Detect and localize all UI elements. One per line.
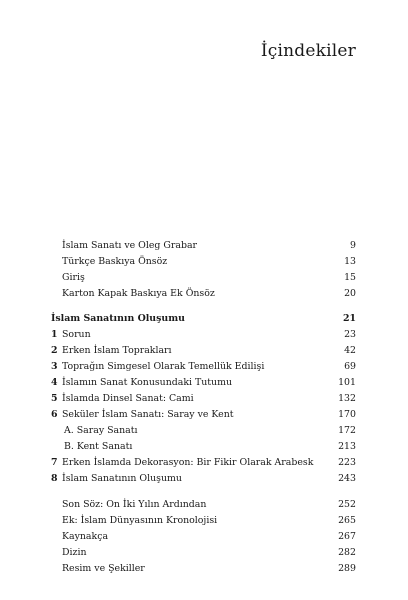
toc-chapter bbox=[51, 455, 356, 470]
toc-entry bbox=[51, 238, 356, 253]
toc-chapter-page: 223 bbox=[338, 457, 356, 468]
toc-chapter-title: İslam Sanatının Oluşumu bbox=[62, 473, 182, 484]
toc-entry-page: 289 bbox=[338, 563, 356, 574]
toc-chapter-page: 23 bbox=[344, 329, 356, 340]
toc-chapter bbox=[51, 391, 356, 406]
toc-subsection-title: A. Saray Sanatı bbox=[64, 425, 138, 436]
toc-entry-title: Karton Kapak Baskıya Ek Önsöz bbox=[62, 288, 215, 299]
toc-chapter bbox=[51, 327, 356, 342]
toc-part-title: İslam Sanatının Oluşumu bbox=[51, 313, 185, 324]
toc-entry bbox=[51, 545, 356, 560]
toc-entry-page: 20 bbox=[344, 288, 356, 299]
toc-chapter-number: 5 bbox=[51, 393, 58, 404]
toc-chapter-title: Sorun bbox=[62, 329, 91, 340]
toc-entry bbox=[51, 270, 356, 285]
toc-chapter-number: 3 bbox=[51, 361, 58, 372]
toc-chapter-page: 42 bbox=[344, 345, 356, 356]
toc-chapter-title: İslamın Sanat Konusundaki Tutumu bbox=[62, 377, 233, 388]
toc-chapter bbox=[51, 359, 356, 374]
toc-part-page: 21 bbox=[342, 313, 356, 324]
toc-entry bbox=[51, 529, 356, 544]
toc-entry-page: 282 bbox=[338, 547, 356, 558]
table-of-contents bbox=[51, 0, 356, 600]
toc-chapter-page: 132 bbox=[338, 393, 356, 404]
toc-entry-page: 15 bbox=[344, 272, 356, 283]
toc-chapter-page: 69 bbox=[344, 361, 356, 372]
toc-part-heading bbox=[51, 311, 356, 326]
toc-chapter bbox=[51, 471, 356, 486]
toc-entry-title: Son Söz: On İki Yılın Ardından bbox=[62, 499, 207, 510]
toc-chapter-number: 2 bbox=[51, 345, 58, 356]
toc-subsection-page: 172 bbox=[338, 425, 356, 436]
toc-chapter-title: Toprağın Simgesel Olarak Temellük Edilişi bbox=[62, 361, 265, 372]
toc-entry-title: Giriş bbox=[62, 272, 85, 283]
toc-entry-page: 9 bbox=[350, 240, 356, 251]
toc-entry-title: Kaynakça bbox=[62, 531, 109, 542]
toc-entry bbox=[51, 513, 356, 528]
toc-entry-page: 13 bbox=[344, 256, 356, 267]
toc-entry bbox=[51, 497, 356, 512]
toc-chapter-title: Seküler İslam Sanatı: Saray ve Kent bbox=[62, 409, 234, 420]
toc-entry-title: Dizin bbox=[62, 547, 87, 558]
toc-chapter-page: 170 bbox=[338, 409, 356, 420]
toc-chapter-title: İslamda Dinsel Sanat: Cami bbox=[62, 393, 194, 404]
toc-chapter-number: 1 bbox=[51, 329, 58, 340]
page-title: İçindekiler bbox=[260, 41, 356, 61]
toc-chapter-title: Erken İslam Toprakları bbox=[62, 345, 172, 356]
toc-chapter-number: 6 bbox=[51, 409, 58, 420]
toc-subsection-title: B. Kent Sanatı bbox=[64, 441, 133, 452]
toc-entry-page: 267 bbox=[338, 531, 356, 542]
toc-chapter-page: 243 bbox=[338, 473, 356, 484]
toc-entry bbox=[51, 561, 356, 576]
toc-chapter-page: 101 bbox=[338, 377, 356, 388]
toc-chapter-number: 7 bbox=[51, 457, 58, 468]
toc-chapter-number: 4 bbox=[51, 377, 58, 388]
toc-entry-page: 265 bbox=[338, 515, 356, 526]
toc-entry-title: İslam Sanatı ve Oleg Grabar bbox=[62, 240, 198, 251]
toc-chapter-title: Erken İslamda Dekorasyon: Bir Fikir Olarak Arabesk bbox=[62, 457, 314, 468]
toc-subsection-page: 213 bbox=[338, 441, 356, 452]
toc-entry bbox=[51, 286, 356, 301]
toc-chapter bbox=[51, 407, 356, 422]
toc-chapter-number: 8 bbox=[51, 473, 58, 484]
toc-entry-title: Resim ve Şekiller bbox=[62, 563, 145, 574]
toc-entry-title: Türkçe Baskıya Önsöz bbox=[62, 256, 168, 267]
toc-chapter bbox=[51, 375, 356, 390]
toc-entry-title: Ek: İslam Dünyasının Kronolojisi bbox=[62, 515, 218, 526]
toc-chapter bbox=[51, 343, 356, 358]
toc-subsection bbox=[51, 439, 356, 454]
toc-subsection bbox=[51, 423, 356, 438]
toc-entry-page: 252 bbox=[338, 499, 356, 510]
toc-entry bbox=[51, 254, 356, 269]
